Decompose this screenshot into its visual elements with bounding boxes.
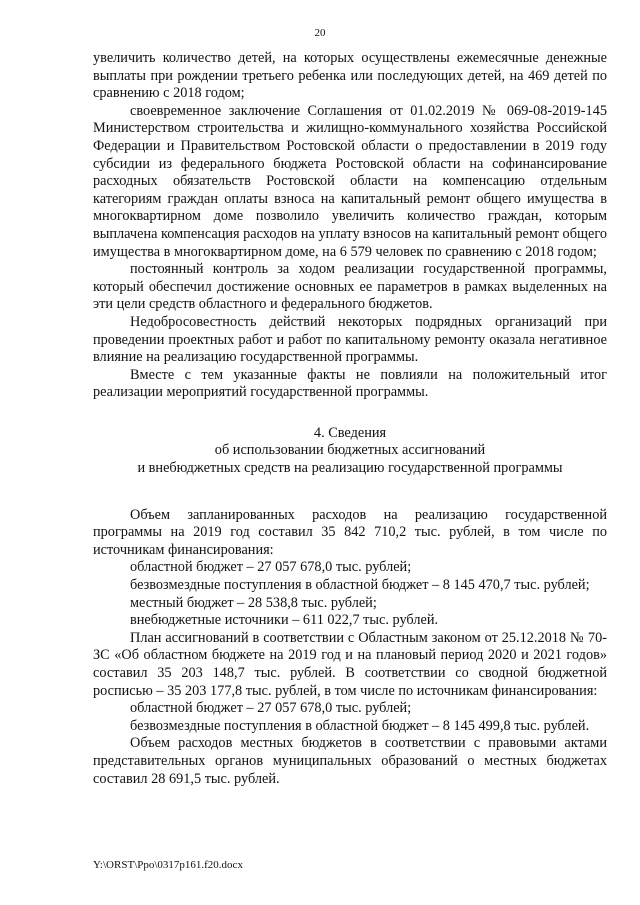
paragraph: Недобросовестность действий некоторых подрядных организаций при проведении проектных работ и работ по капитальному ремонту оказала негативное влияние на реализацию государственной программы. <box>93 313 607 366</box>
paragraph: План ассигнований в соответствии с Областным законом от 25.12.2018 № 70-ЗС «Об областном бюджете на 2019 год и на плановый период 2020 и 2021 годов» составил 35 203 148,7 тыс. рублей. В соответствии со сводной бюджетной росписью – 35 203 177,8 тыс. рублей, в том числе по источникам финансирования: <box>93 629 607 699</box>
paragraph: постоянный контроль за ходом реализации государственной программы, который обеспечил достижение основных ее параметров в рамках выделенных на эти цели средств областного и федерального бюджетов. <box>93 261 607 313</box>
paragraph: своевременное заключение Соглашения от 01.02.2019 № 069-08-2019-145 Министерством строительства и жилищно-коммунального хозяйства Российской Федерации и Правительством Ростовской области о предоставлении в 2019 году субсидии из федерального бюджета Ростовской области на софинансирование расходных обязательств Ростовской области на компенсацию отдельным категориям граждан оплаты взноса на капитальный ремонт общего имущества в многоквартирном доме позволило увеличить количество граждан, которым выплачена компенсация расходов на уплату взносов на капитальный ремонт общего имущества в многоквартирном доме, на 6 579 человек по сравнению с 2018 годом; <box>93 102 607 260</box>
paragraph: Объем расходов местных бюджетов в соответствии с правовыми актами представительных органов муниципальных образований о местных бюджетах составил 28 691,5 тыс. рублей. <box>93 735 607 787</box>
page-number: 20 <box>314 27 326 39</box>
paragraph: областной бюджет – 27 057 678,0 тыс. рублей; <box>130 700 412 717</box>
paragraph: областной бюджет – 27 057 678,0 тыс. рублей; <box>130 559 412 576</box>
paragraph: внебюджетные источники – 611 022,7 тыс. рублей. <box>130 612 439 629</box>
section-heading <box>93 425 607 478</box>
section-heading-number: 4. Сведения <box>313 424 387 441</box>
paragraph: безвозмездные поступления в областной бюджет – 8 145 470,7 тыс. рублей; <box>130 577 590 594</box>
paragraph: Объем запланированных расходов на реализацию государственной программы на 2019 год составил 35 842 710,2 тыс. рублей, в том числе по источникам финансирования: <box>93 506 607 558</box>
paragraph: безвозмездные поступления в областной бюджет – 8 145 499,8 тыс. рублей. <box>130 717 590 734</box>
paragraph: увеличить количество детей, на которых осуществлены ежемесячные денежные выплаты при рождении третьего ребенка или последующих детей, на 469 детей по сравнению с 2018 годом; <box>93 50 607 102</box>
paragraph: Вместе с тем указанные факты не повлияли на положительный итог реализации мероприятий государственной программы. <box>93 366 607 401</box>
document-body <box>93 50 607 788</box>
section-heading-line: об использовании бюджетных ассигнований <box>214 442 486 459</box>
paragraph: местный бюджет – 28 538,8 тыс. рублей; <box>130 594 377 611</box>
section-heading-line: и внебюджетных средств на реализацию государственной программы <box>137 460 563 477</box>
paragraphs-top <box>93 50 607 402</box>
footer-file-path: Y:\ORST\Ppo\0317p161.f20.docx <box>93 859 243 871</box>
paragraphs-bottom <box>93 507 607 789</box>
